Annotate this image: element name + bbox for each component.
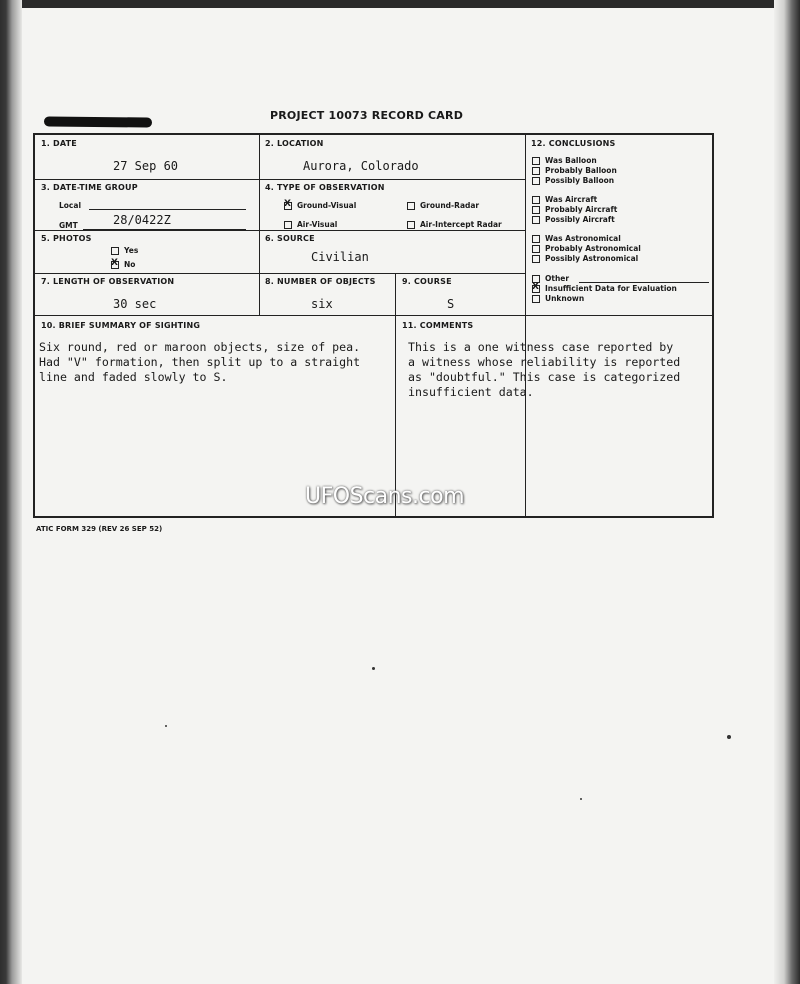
was-aircraft-checkbox — [532, 196, 540, 204]
possibly-astronomical-text: Possibly Astronomical — [545, 254, 639, 263]
conclusions-label: 12. CONCLUSIONS — [531, 139, 616, 148]
scan-edge-top — [0, 0, 800, 8]
insufficient-checkbox — [532, 285, 540, 293]
photos-yes-checkbox — [111, 247, 119, 255]
comments-text: This is a one witness case reported by a witness whose reliability is reported as "doubtful." This case is categorized insufficient data. — [408, 340, 681, 399]
unknown-option — [532, 294, 584, 303]
photos-label: 5. PHOTOS — [41, 234, 92, 243]
date-value: 27 Sep 60 — [113, 159, 179, 173]
length-value: 30 sec — [113, 297, 157, 311]
probably-astronomical-checkbox — [532, 245, 540, 253]
air-visual-text: Air-Visual — [297, 220, 338, 229]
scan-edge-left — [0, 0, 22, 984]
probably-astronomical-option — [532, 244, 641, 253]
ground-visual-text: Ground-Visual — [297, 201, 357, 210]
divider-v2 — [525, 135, 526, 516]
was-aircraft-option — [532, 195, 597, 204]
other-text: Other — [545, 274, 570, 283]
dtg-label: 3. DATE-TIME GROUP — [41, 183, 138, 192]
probably-balloon-option — [532, 166, 617, 175]
was-astronomical-text: Was Astronomical — [545, 234, 621, 243]
possibly-balloon-option — [532, 176, 614, 185]
divider-h2 — [35, 230, 525, 231]
location-value: Aurora, Colorado — [303, 159, 419, 173]
comments-label: 11. COMMENTS — [402, 321, 474, 330]
local-underline — [89, 209, 246, 210]
course-value: S — [447, 297, 455, 311]
location-label: 2. LOCATION — [265, 139, 324, 148]
gmt-underline — [83, 229, 246, 230]
probably-astronomical-text: Probably Astronomical — [545, 244, 641, 253]
summary-text: Six round, red or maroon objects, size of pea. Had "V" formation, then split up to a straight line and faded slowly to S. — [39, 340, 361, 384]
course-label: 9. COURSE — [402, 277, 452, 286]
was-balloon-option — [532, 156, 597, 165]
other-underline — [579, 282, 709, 283]
probably-balloon-checkbox — [532, 167, 540, 175]
source-label: 6. SOURCE — [265, 234, 315, 243]
air-intercept-text: Air-Intercept Radar — [420, 220, 502, 229]
was-balloon-checkbox — [532, 157, 540, 165]
possibly-aircraft-text: Possibly Aircraft — [545, 215, 615, 224]
was-astronomical-checkbox — [532, 235, 540, 243]
possibly-balloon-checkbox — [532, 177, 540, 185]
length-label: 7. LENGTH OF OBSERVATION — [41, 277, 175, 286]
source-value: Civilian — [311, 250, 369, 264]
date-label: 1. DATE — [41, 139, 77, 148]
ground-visual-checkbox — [284, 202, 292, 210]
photos-no-checkbox — [111, 261, 119, 269]
scan-edge-right — [774, 0, 800, 984]
possibly-astronomical-checkbox — [532, 255, 540, 263]
record-card — [33, 133, 714, 518]
was-aircraft-text: Was Aircraft — [545, 195, 598, 204]
summary-label: 10. BRIEF SUMMARY OF SIGHTING — [41, 321, 201, 330]
divider-h1 — [35, 179, 525, 180]
scan-speck — [727, 735, 731, 739]
ground-radar-option — [407, 201, 479, 210]
unknown-text: Unknown — [545, 294, 585, 303]
divider-v1 — [259, 135, 260, 315]
local-label: Local — [59, 201, 82, 210]
unknown-checkbox — [532, 295, 540, 303]
insufficient-text: Insufficient Data for Evaluation — [545, 284, 677, 293]
number-label: 8. NUMBER OF OBJECTS — [265, 277, 376, 286]
type-label: 4. TYPE OF OBSERVATION — [265, 183, 385, 192]
photos-yes-text: Yes — [124, 246, 139, 255]
photos-yes-option — [111, 246, 138, 255]
probably-aircraft-text: Probably Aircraft — [545, 205, 618, 214]
was-astronomical-option — [532, 234, 621, 243]
possibly-aircraft-checkbox — [532, 216, 540, 224]
probably-balloon-text: Probably Balloon — [545, 166, 617, 175]
insufficient-option — [532, 284, 677, 293]
scan-speck — [165, 725, 167, 727]
gmt-label: GMT — [59, 221, 78, 230]
air-intercept-checkbox — [407, 221, 415, 229]
possibly-aircraft-option — [532, 215, 615, 224]
scan-speck — [372, 667, 375, 670]
probably-aircraft-checkbox — [532, 206, 540, 214]
watermark: UFOScans.com — [305, 484, 464, 509]
ground-radar-text: Ground-Radar — [420, 201, 480, 210]
ground-visual-option — [284, 201, 356, 210]
card-title: PROJECT 10073 RECORD CARD — [270, 109, 464, 122]
was-balloon-text: Was Balloon — [545, 156, 597, 165]
ground-radar-checkbox — [407, 202, 415, 210]
air-visual-option — [284, 220, 337, 229]
number-value: six — [311, 297, 333, 311]
possibly-astronomical-option — [532, 254, 638, 263]
possibly-balloon-text: Possibly Balloon — [545, 176, 615, 185]
scan-speck — [580, 798, 582, 800]
photos-no-text: No — [124, 260, 136, 269]
divider-h3 — [35, 273, 525, 274]
form-footer: ATIC FORM 329 (REV 26 SEP 52) — [36, 525, 163, 533]
air-visual-checkbox — [284, 221, 292, 229]
probably-aircraft-option — [532, 205, 617, 214]
divider-v3 — [395, 273, 396, 516]
air-intercept-option — [407, 220, 502, 229]
redaction-mark — [44, 116, 152, 127]
gmt-value: 28/0422Z — [113, 213, 171, 227]
divider-h4 — [35, 315, 712, 316]
photos-no-option — [111, 260, 135, 269]
